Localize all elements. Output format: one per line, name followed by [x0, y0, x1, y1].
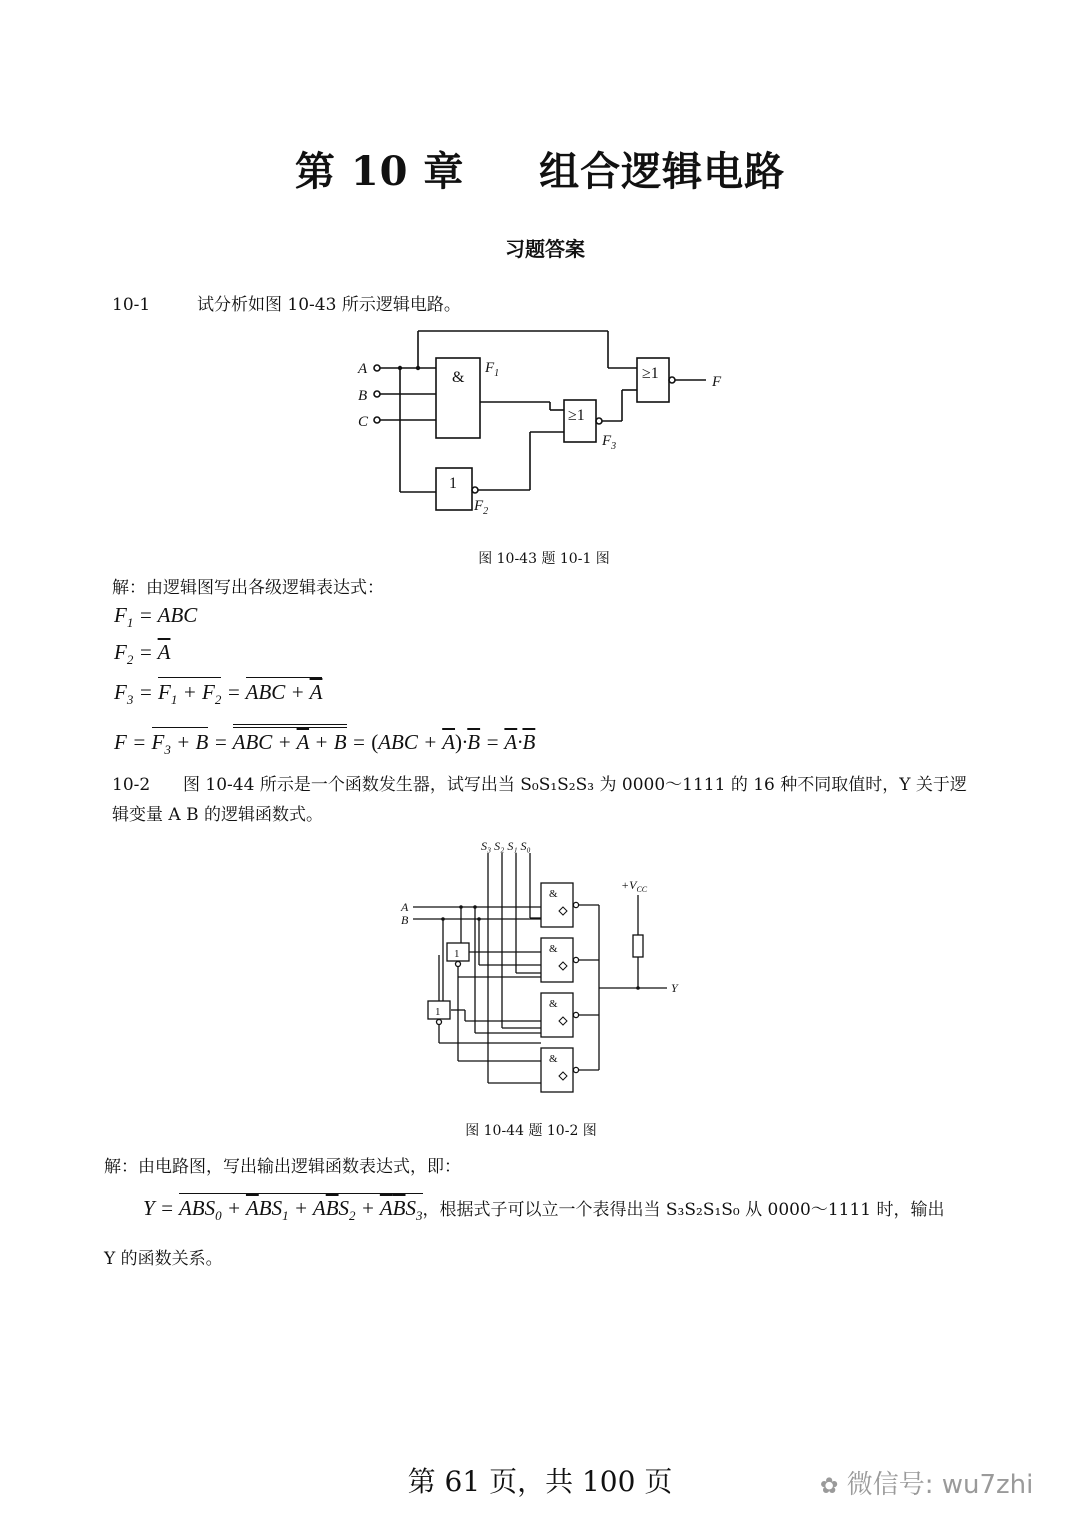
- fig2-and-3: &: [549, 998, 558, 1010]
- fig1-label-b: B: [358, 388, 368, 404]
- fig1-not-symbol: 1: [449, 475, 457, 492]
- fig2-and-4: &: [549, 1053, 558, 1065]
- fig1-or2-symbol: ≥1: [642, 365, 659, 382]
- figure-10-44: [395, 835, 695, 1095]
- fig2-s-labels: S₃ S₂ S₁ S₀: [481, 839, 531, 853]
- equation-f2: $F_2 = \overline{A}$: [114, 640, 171, 668]
- equation-f: $F = F_3 + B$ = ABC + $\overline{A} + B = (ABC + \overline{A})\cdot\overline{B} = \overline{A}\cdot\overline{B}$: [114, 730, 535, 758]
- fig2-and-1: &: [549, 888, 558, 900]
- watermark: [820, 1464, 1033, 1501]
- equation-f1: $F_1$ = ABC: [114, 603, 198, 631]
- wechat-icon: ✿: [820, 1474, 839, 1499]
- section-subtitle: 习题答案: [505, 237, 585, 261]
- solution-2-tail: ，根据式子可以立一个表得出当 S₃S₂S₁S₀ 从 0000～1111 时，输出: [422, 1200, 945, 1220]
- watermark-text: 微信号: wu7zhi: [846, 1470, 1034, 1500]
- chapter-title: 第 10 章 组合逻辑电路: [294, 148, 786, 195]
- solution-1-intro: 解：由逻辑图写出各级逻辑表达式：: [112, 578, 384, 598]
- fig1-label-a: A: [358, 361, 368, 377]
- figure-10-43-caption: 图 10-43 题 10-1 图: [478, 551, 610, 567]
- fig2-label-b: B: [401, 913, 409, 927]
- fig1-label-f1: $F_1$: [485, 360, 500, 379]
- problem-2-text: 图 10-44 所示是一个函数发生器，试写出当 S₀S₁S₂S₃ 为 0000～1111 的 16 种不同取值时，Y 关于逻辑变量 A B 的逻辑函数式。: [112, 775, 967, 825]
- fig2-not-2: 1: [435, 1006, 441, 1018]
- fig2-label-y: Y: [671, 981, 678, 995]
- figure-10-44-caption: 图 10-44 题 10-2 图: [465, 1123, 597, 1139]
- solution-2-tail2: Y 的函数关系。: [104, 1249, 223, 1269]
- fig2-and-2: &: [549, 943, 558, 955]
- fig2-label-a: A: [401, 900, 409, 914]
- page-footer: 第 61 页，共 100 页: [407, 1465, 673, 1498]
- figure-10-43: [340, 320, 760, 525]
- fig1-label-f: F: [712, 374, 722, 390]
- fig2-label-vcc: $+V_{CC}$: [621, 878, 648, 894]
- problem-1-heading: [112, 290, 461, 320]
- fig1-label-f3: $F_3$: [602, 433, 617, 452]
- problem-2-heading: [112, 770, 982, 830]
- solution-2-intro: 解：由电路图，写出输出逻辑函数表达式，即：: [104, 1157, 461, 1177]
- fig1-label-c: C: [358, 414, 369, 430]
- problem-2-number: 10-2: [112, 775, 151, 795]
- problem-1-number: 10-1: [112, 295, 151, 315]
- fig1-label-f2: $F_2$: [474, 498, 489, 517]
- fig1-or-symbol: ≥1: [568, 407, 585, 424]
- fig2-not-1: 1: [454, 948, 460, 960]
- equation-y: $Y = ABS_0 + \overline{A}BS_1 + A\overline{B}S_2 + \overline{A}\overline{B}S_3$: [143, 1193, 423, 1220]
- solution-2-line: [143, 1195, 945, 1225]
- equation-f3: $F_3 = F_1 + F_2$ = ABC + $\overline{A}$: [114, 680, 322, 708]
- problem-1-text: 试分析如图 10-43 所示逻辑电路。: [197, 295, 461, 315]
- fig1-and-symbol: &: [452, 369, 465, 386]
